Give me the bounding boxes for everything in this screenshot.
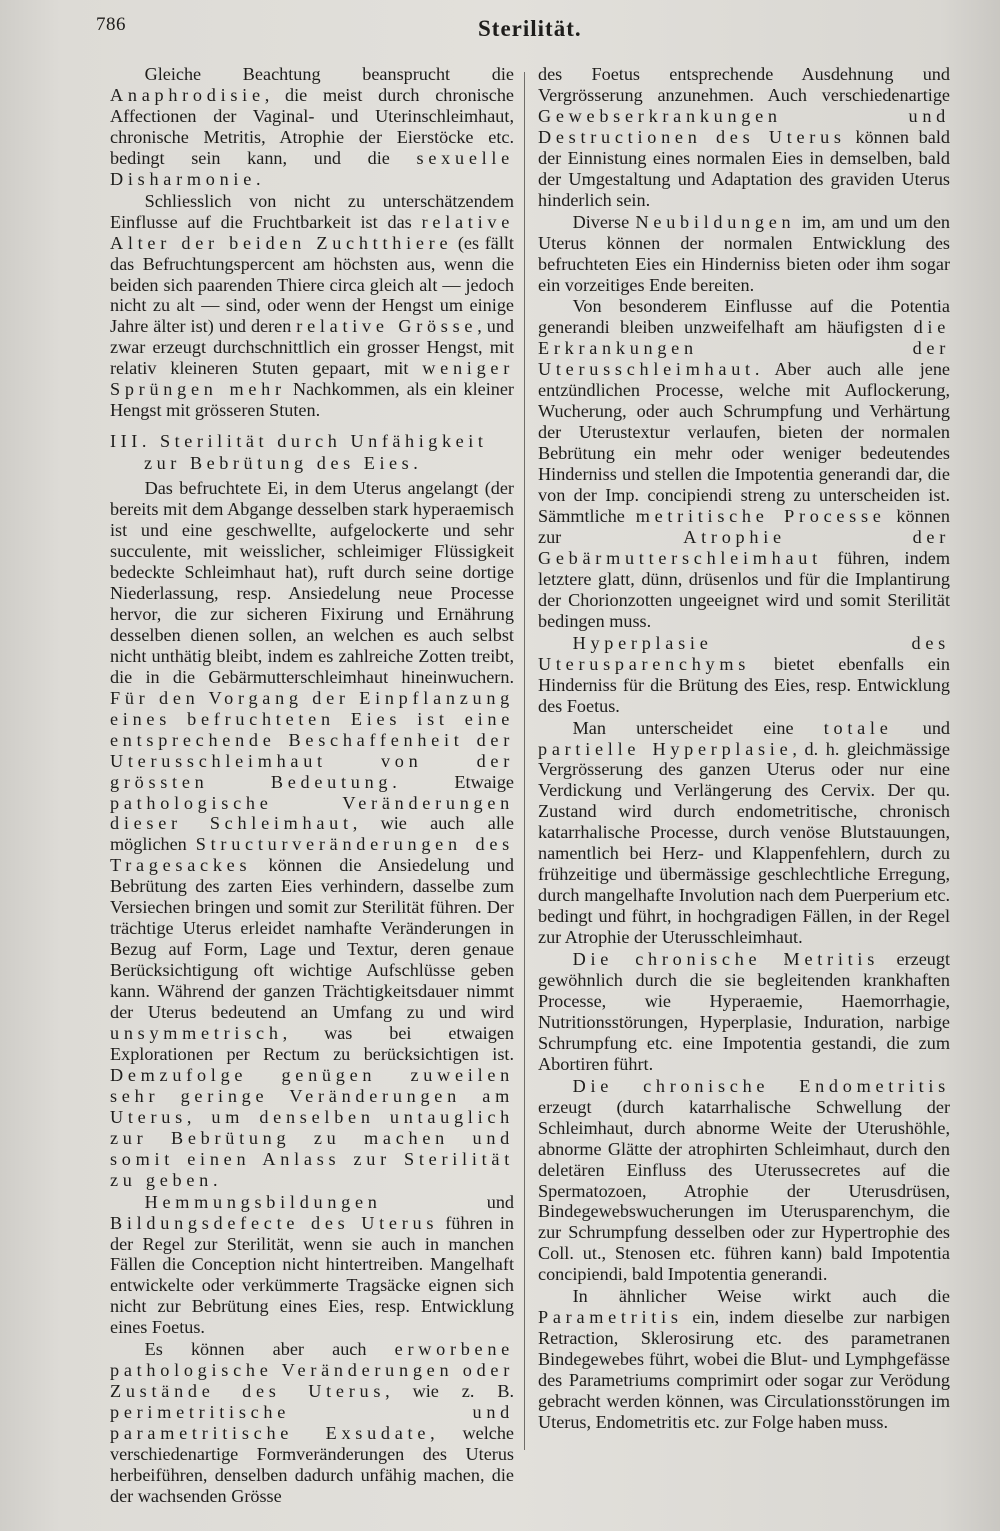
paragraph-acquired-changes bbox=[110, 1339, 514, 1507]
right-column bbox=[538, 64, 950, 1433]
text-run: Das befruchtete Ei, in dem Uterus angelangt (der bereits mit dem Abgange desselben stark hyperaemisch ist und eine geschwellte, aufgelockerte und sehr succulente, mit weisslicher, schleimiger Flüssigkeit bedeckte Schleimhaut hat), ruft durch seine dortige Niederlassung, resp. Ansiedelung neue Processe hervor, die zur sicheren Fixirung und Ernährung desselben dienen sollen, an welchen es auch selbst nicht unthätig bleibt, indem es zahlreiche Zotten treibt, die in die Gebärmutterschleimhaut hineinwuchern. bbox=[110, 478, 514, 687]
text-run: Diverse bbox=[572, 211, 636, 232]
paragraph-relative-age bbox=[110, 191, 514, 421]
text-run: führen in der Regel zur Sterilität, wenn sie auch in manchen Fällen die Conception nicht hintertreiben. Mangelhaft entwickelte oder verkümmerte Tragsäcke eignen sich nicht zur Bebrütung eines Eies, resp. Entwicklung eines Foetus. bbox=[110, 1212, 514, 1338]
spaced-emphasis: sexuelle Disharmonie bbox=[110, 147, 514, 189]
paragraph-total-partial-hyperplasia bbox=[538, 718, 950, 948]
text-run: ein, indem dieselbe zur narbigen Retraction, Sklerosirung etc. des parametranen Bindegewebes führt, wobei die Blut- und Lymphgefässe des Parametriums comprimirt oder sogar zur Verödung gebracht werden können, was Circulationsstörungen im Uterus, Endometritis etc. zur Folge haben muss. bbox=[538, 1307, 950, 1432]
spaced-emphasis: Atrophie der Gebärmutterschleimhaut bbox=[538, 526, 950, 568]
text-run: , d. h. gleichmässige Vergrösserung des ganzen Uterus oder nur eine Verdickung und Verlängerung des Cervix. Der qu. Zustand wird durch endometritische, chronisch katarrhalische Processe, durch venöse Blutstauungen, namentlich bei Herz- und Klappenfehlern, durch zu frühzeitige und übermässige geschlechtliche Erregung, durch mangelhafte Involution nach dem Puerperium etc. bedingt und führt, in hochgradigen Fällen, in der Regel zur Atrophie der Uterusschleimhaut. bbox=[538, 738, 950, 948]
text-run: In ähnlicher Weise wirkt auch die bbox=[572, 1286, 950, 1307]
spaced-emphasis: erworbene pathologische Veränderungen oder Zustände des Uterus bbox=[110, 1339, 514, 1402]
running-head: Sterilität. bbox=[478, 16, 582, 41]
spaced-emphasis: Die chronische Endometritis bbox=[572, 1075, 950, 1096]
spaced-emphasis: Bildungsdefecte des Uterus bbox=[110, 1212, 439, 1233]
paragraph-chronic-endometritis bbox=[538, 1076, 950, 1286]
spaced-emphasis: Structurveränderungen des Tragesackes bbox=[110, 834, 514, 876]
text-run: und bbox=[892, 717, 950, 738]
text-run: . bbox=[213, 1169, 218, 1190]
paragraph-anaphrodisie bbox=[110, 64, 514, 190]
spaced-emphasis: weniger Sprüngen mehr bbox=[110, 358, 514, 400]
text-run: des Foetus entsprechende Ausdehnung und Vergrösserung anzunehmen. Auch verschiedenartige bbox=[538, 64, 950, 105]
text-run: (es fällt das Befruchtungspercent am höchsten aus, wenn die beiden sich paarenden Thiere circa gleich alt — jedoch nicht zu alt — sind, oder wenn der Hengst um einige Jahre älter ist) und deren bbox=[110, 232, 514, 337]
left-column bbox=[110, 64, 514, 1507]
text-run: . bbox=[256, 168, 261, 189]
spaced-emphasis: perimetritische und parametritische Exsudate bbox=[110, 1402, 514, 1444]
spaced-emphasis: Hyperplasie des Uterusparenchyms bbox=[538, 632, 950, 674]
text-run: Nachkommen, als ein kleiner Hengst mit grösseren Stuten. bbox=[110, 379, 514, 421]
text-run: und bbox=[381, 1191, 514, 1212]
spaced-emphasis: Für den Vorgang der Einpflanzung eines befruchteten Eies ist eine entsprechende Beschaffenheit der Uterusschleimhaut von der grössten Bedeutung bbox=[110, 687, 514, 792]
paragraph-fertilized-egg bbox=[110, 478, 514, 1190]
text-run: erzeugt (durch katarrhalische Schwellung der Schleimhaut, durch abnorme Weite der Uterushöhle, abnorme Glätte der atrophirten Schleimhaut, durch den deletären Einfluss des Uterussecretes auf die Spermatozoen, Atrophie der Uterusdrüsen, Bindegewebswucherungen im Uterusparenchym, die zur Schrumpfung desselben oder zur Hypertrophie des Coll. ut., Stenosen etc. führen kann) bald Impotentia concipiendi, bald Impotentia generandi. bbox=[538, 1096, 950, 1285]
spaced-emphasis: pathologische Veränderungen dieser Schleimhaut bbox=[110, 792, 514, 834]
text-run: , was bei etwaigen Explorationen per Rectum zu berücksichtigen ist. bbox=[110, 1022, 514, 1064]
spaced-emphasis: Anaphrodisie bbox=[110, 84, 265, 105]
spaced-emphasis: Gewebserkrankungen und Destructionen des Uterus bbox=[538, 105, 950, 147]
page-number: 786 bbox=[96, 14, 126, 35]
text-run: . Aber auch alle jene entzündlichen Processe, welche mit Auflockerung, Wucherung, oder auch Schrumpfung und Verhärtung der Uterustextur verlaufen, bieten der normalen Bebrütung ein mehr oder weniger bedeutendes Hinderniss und stellen die Impotentia generandi dar, die von der Imp. concipiendi streng zu unterscheiden ist. Sämmtliche bbox=[538, 359, 950, 527]
spaced-emphasis: Parametritis bbox=[538, 1307, 683, 1328]
spaced-emphasis: die Erkrankungen der Uterusschleimhaut bbox=[538, 317, 950, 380]
text-run: können zur bbox=[538, 506, 950, 547]
spaced-emphasis: Die chronische Metritis bbox=[572, 949, 880, 970]
spaced-emphasis: Hemmungsbildungen bbox=[144, 1191, 382, 1212]
spaced-emphasis: relative Grösse bbox=[296, 316, 478, 337]
text-run: , die meist durch chronische Affectionen der Vaginal- und Uterinschleimhaut, chronische Metritis, Atrophie der Eierstöcke etc. bedingt sein kann, und die bbox=[110, 84, 514, 168]
text-run: Schliesslich von nicht zu unterschätzendem Einflusse auf die Fruchtbarkeit ist das bbox=[110, 190, 514, 232]
spaced-emphasis: partielle Hyperplasie bbox=[538, 738, 793, 759]
paragraph-hyperplasia bbox=[538, 633, 950, 717]
spaced-emphasis: relative Alter der beiden Zuchtthiere bbox=[110, 211, 514, 253]
text-run: führen, indem letztere glatt, dünn, drüsenlos und für die Implantirung der Chorionzotten ungeeignet wird und somit Sterilität bedingen muss. bbox=[538, 547, 950, 631]
paragraph-foetus-continuation bbox=[538, 64, 950, 211]
text-run: können bald der Einnistung eines normalen Eies in demselben, bald der Umgestaltung und Adaptation des graviden Uterus hinderlich sein. bbox=[538, 126, 950, 210]
text-run: bietet ebenfalls ein Hinderniss für die Brütung des Eies, resp. Entwicklung des Foetus. bbox=[538, 653, 950, 716]
text-run: können die Ansiedelung und Bebrütung des zarten Eies verhindern, dasselbe zum Versiechen bringen und somit zur Sterilität führen. Der trächtige Uterus erleidet namhafte Veränderungen in Bezug auf Form, Lage und Textur, deren genaue Berücksichtigung oft wichtige Aufschlüsse geben kann. Während der ganzen Trächtigkeitsdauer nimmt der Uterus bedeutend an Umfang zu und wird bbox=[110, 855, 514, 1023]
text-run: Von besonderem Einflusse auf die Potentia generandi bleiben unzweifelhaft am häufigsten bbox=[538, 296, 950, 338]
text-run: , welche verschiedenartige Formveränderungen des Uterus herbeiführen, denselben dadurch unfähig machen, die der wachsenden Grösse bbox=[110, 1423, 514, 1506]
text-run: . Etwaige bbox=[392, 771, 515, 792]
text-run: Gleiche Beachtung beansprucht die bbox=[144, 64, 514, 84]
spaced-emphasis: Neubildungen bbox=[635, 211, 796, 232]
paragraph-mucosa-diseases bbox=[538, 296, 950, 631]
text-run: , wie auch alle möglichen bbox=[110, 813, 514, 855]
section-heading bbox=[110, 430, 514, 474]
spaced-emphasis: metritische Processe bbox=[635, 506, 886, 527]
text-run: , wie z. B. bbox=[385, 1381, 514, 1402]
section-heading-line-1: III. Sterilität durch Unfähigkeit bbox=[110, 431, 488, 452]
paragraph-malformations bbox=[110, 1192, 514, 1339]
column-divider bbox=[524, 72, 525, 1450]
section-heading-line-2: zur Bebrütung des Eies. bbox=[144, 453, 423, 474]
paragraph-parametritis bbox=[538, 1286, 950, 1433]
text-run: im, am und um den Uterus können der normalen Entwicklung des befruchteten Eies ein Hinderniss bieten oder ihm sogar ein vorzeitiges Ende bereiten. bbox=[538, 211, 951, 295]
paragraph-neoplasms bbox=[538, 212, 950, 296]
spaced-emphasis: Demzufolge genügen zuweilen sehr geringe Veränderungen am Uterus, um denselben untauglich zur Bebrütung zu machen und somit einen Anlass zur Sterilität zu geben bbox=[110, 1064, 514, 1190]
paragraph-chronic-metritis bbox=[538, 949, 950, 1075]
spaced-emphasis: unsymmetrisch bbox=[110, 1022, 283, 1043]
text-run: Es können aber auch bbox=[144, 1339, 395, 1360]
text-run: Man unterscheidet eine bbox=[572, 717, 824, 738]
spaced-emphasis: totale bbox=[823, 717, 893, 738]
text-run: , und zwar erzeugt durchschnittlich ein grosser Hengst, mit relativ kleineren Stuten gepaart, mit bbox=[110, 316, 515, 379]
text-run: erzeugt gewöhnlich durch die sie begleitenden krankhaften Processe, wie Hyperaemie, Haemorrhagie, Nutritionsstörungen, Hyperplasie, Induration, narbige Schrumpfung etc. eine Impotentia gestandi, die zum Abortiren führt. bbox=[538, 949, 951, 1074]
